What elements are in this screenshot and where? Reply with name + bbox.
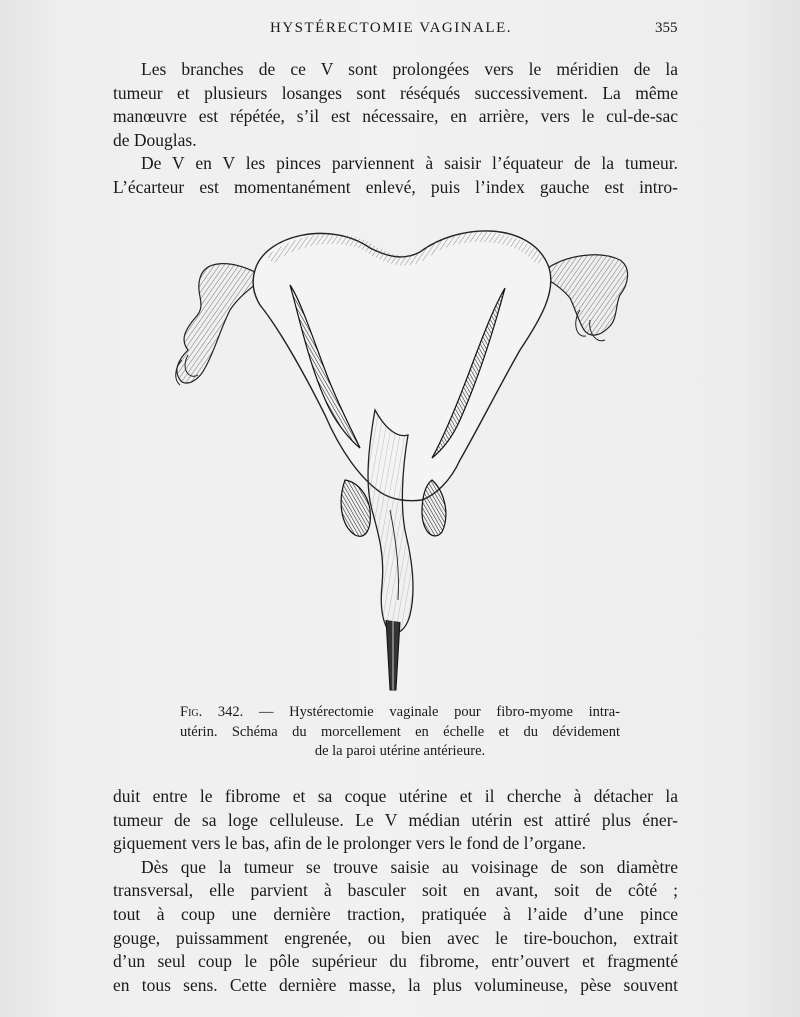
paragraph [113, 58, 678, 152]
left-adnexa [176, 264, 258, 385]
text-line: tumeur et plusieurs losanges sont réséqués successivement. La même [113, 82, 678, 103]
text-line: manœuvre est répétée, s’il est nécessaire, en arrière, vers le cul-de-sac [113, 106, 678, 127]
text-line: transversal, elle parvient à basculer soit en avant, soit de côté ; [113, 880, 678, 901]
text-line: L’écarteur est momentanément enlevé, puis l’index gauche est intro- [113, 176, 678, 197]
figure-label: Fig. 342. [180, 704, 244, 720]
caption-text: — Hystérectomie vaginale pour fibro-myome intra- [258, 704, 621, 720]
text-line: gouge, puissamment engrenée, ou bien avec le tire-bouchon, extrait [113, 927, 678, 948]
paragraph [113, 152, 678, 199]
left-flap [341, 480, 370, 536]
text-line: Dès que la tumeur se trouve saisie au voisinage de son diamètre [141, 856, 678, 877]
page-number: 355 [655, 20, 678, 36]
text-line: en tous sens. Cette dernière masse, la plus volumineuse, pèse souvent [113, 974, 678, 995]
text-line: tumeur de sa loge celluleuse. Le V médian utérin est attiré plus éner- [113, 809, 678, 830]
paragraph [113, 856, 678, 998]
paragraph [113, 785, 678, 856]
caption-line [180, 703, 620, 723]
figure-caption [180, 703, 620, 762]
anatomical-illustration [160, 210, 640, 695]
forceps-handle [386, 620, 400, 690]
caption-line: utérin. Schéma du morcellement en échelle et du dévidement [180, 723, 620, 740]
caption-line: de la paroi utérine antérieure. [314, 743, 486, 759]
text-line: De V en V les pinces parviennent à saisir l’équateur de la tumeur. [141, 153, 678, 174]
bottom-text-block [113, 785, 678, 997]
text-line: duit entre le fibrome et sa coque utérine et il cherche à détacher la [113, 786, 678, 806]
text-line: d’un seul coup le pôle supérieur du fibrome, entr’ouvert et fragmenté [113, 951, 678, 972]
right-adnexa [545, 255, 628, 341]
text-line: giquement vers le bas, afin de le prolonger vers le fond de l’organe. [113, 833, 586, 854]
text-line: tout à coup une dernière traction, pratiquée à l’aide d’une pince [113, 903, 678, 924]
right-flap [422, 480, 446, 536]
text-line: de Douglas. [113, 129, 197, 150]
top-text-block [113, 58, 678, 200]
text-line: Les branches de ce V sont prolongées vers le méridien de la [141, 59, 678, 79]
running-title: HYSTÉRECTOMIE VAGINALE. [270, 20, 513, 36]
central-strip [368, 410, 413, 633]
